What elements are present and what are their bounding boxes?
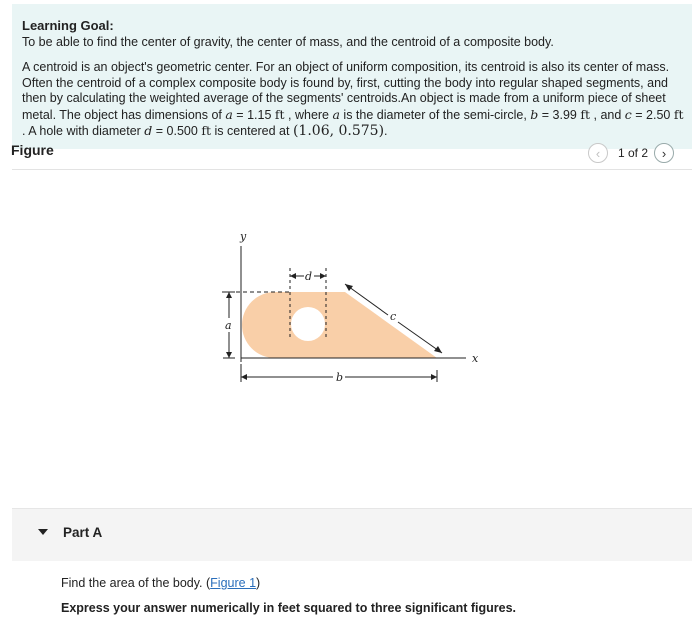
b-arrow-left bbox=[241, 374, 247, 380]
part-a-header[interactable] bbox=[12, 508, 692, 561]
a-arrow-top bbox=[226, 292, 232, 298]
c-symbol: c bbox=[624, 106, 632, 122]
a-arrow-bottom bbox=[226, 352, 232, 358]
b-arrow-right bbox=[431, 374, 437, 380]
a-symbol: a bbox=[332, 106, 340, 122]
d-arrow-right bbox=[320, 273, 326, 279]
c-value: = 2.50 bbox=[631, 107, 674, 122]
x-axis-label: x bbox=[472, 352, 479, 365]
unit-ft: ft bbox=[580, 106, 591, 122]
figure-label: Figure bbox=[11, 142, 54, 158]
c-label: c bbox=[390, 310, 397, 323]
unit-ft: ft bbox=[274, 106, 285, 122]
figure-page-count: 1 of 2 bbox=[618, 146, 649, 160]
question-suffix: ) bbox=[256, 576, 261, 590]
d-symbol: d bbox=[144, 123, 153, 138]
a-label: a bbox=[225, 319, 232, 332]
goal-intro-text: A centroid is an object's geometric center. For an object of uniform composition, its centroid is also its center of mass. Often the centroid of a complex composite body is found by, first, cutting the body into regular shaped segments, and then by calculating the weighted average of the segments' centroids.An object is made from a uniform piece of sheet metal. The object has dimensions of bbox=[22, 60, 670, 122]
caret-down-icon bbox=[38, 529, 48, 535]
answer-instruction: Express your answer numerically in feet squared to three significant figures. bbox=[61, 601, 516, 615]
text-where: , where bbox=[284, 107, 333, 122]
c-arrow-bottom bbox=[434, 346, 442, 353]
text-diameter: is the diameter of the semi-circle, bbox=[339, 107, 527, 122]
hole-circle bbox=[291, 307, 325, 341]
b-label: b bbox=[336, 371, 344, 384]
c-arrow-top bbox=[345, 284, 353, 291]
composite-body-shape bbox=[242, 292, 437, 358]
part-a-label: Part A bbox=[63, 525, 103, 540]
hole-center-point: (1.06, 0.575) bbox=[292, 123, 385, 139]
a-symbol: a bbox=[225, 106, 233, 122]
chevron-right-icon: › bbox=[661, 145, 667, 161]
b-value: = 3.99 bbox=[538, 107, 581, 122]
chevron-left-icon: ‹ bbox=[595, 145, 601, 161]
unit-ft: ft bbox=[673, 106, 684, 122]
unit-ft: ft bbox=[201, 123, 211, 138]
goal-title: Learning Goal: bbox=[22, 18, 114, 33]
y-axis-label: y bbox=[240, 230, 247, 243]
text-centered: is centered at bbox=[210, 124, 293, 138]
text-and: , and bbox=[590, 107, 625, 122]
question-prefix: Find the area of the body. ( bbox=[61, 576, 211, 590]
text-period: . bbox=[384, 124, 388, 138]
figure-1-link[interactable]: Figure 1 bbox=[210, 576, 257, 590]
goal-subtitle: To be able to find the center of gravity, the center of mass, and the centroid of a composite body. bbox=[22, 35, 554, 49]
text-hole: . A hole with diameter bbox=[22, 124, 145, 138]
d-label: d bbox=[305, 270, 313, 283]
question-text bbox=[61, 576, 260, 590]
a-value: = 1.15 bbox=[232, 107, 275, 122]
d-value: = 0.500 bbox=[152, 124, 202, 138]
d-arrow-left bbox=[290, 273, 296, 279]
b-symbol: b bbox=[530, 106, 539, 122]
